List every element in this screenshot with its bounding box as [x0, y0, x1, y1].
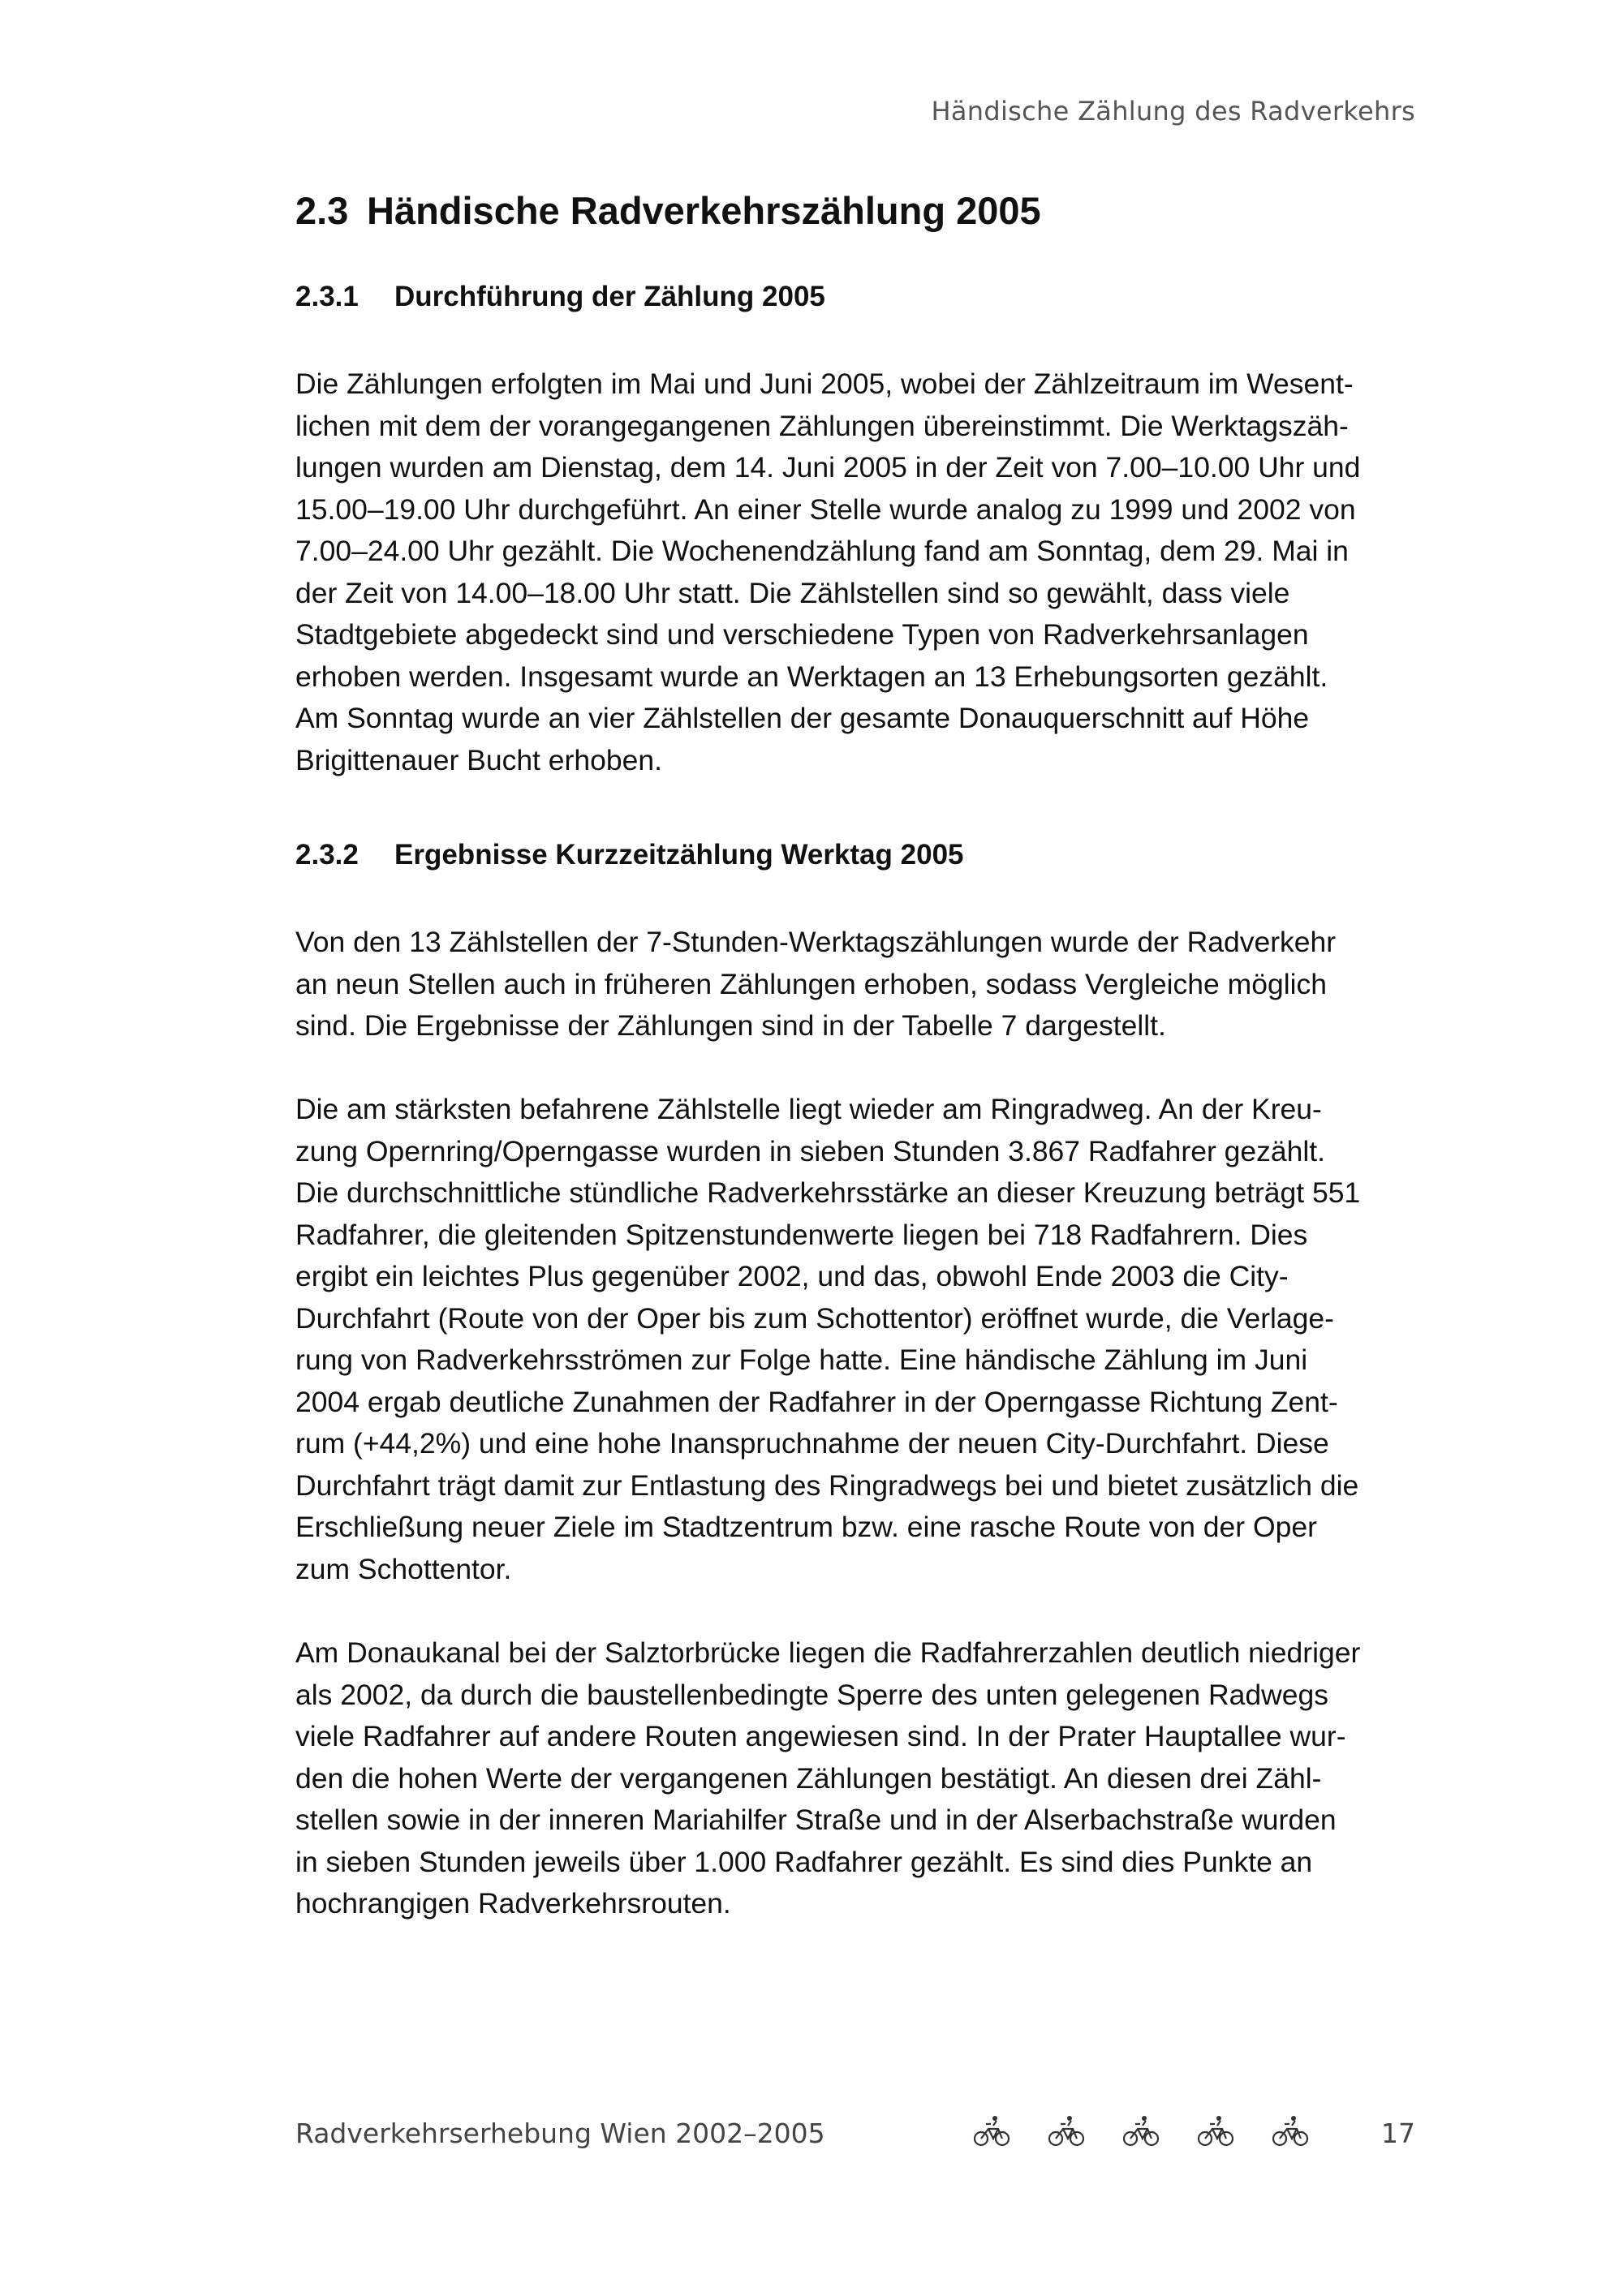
text-line: Von den 13 Zählstellen der 7-Stunden-Werktagszählungen wurde der Radverkehr — [295, 926, 1337, 958]
text-line: Am Sonntag wurde an vier Zählstellen der gesamte Donauquerschnitt auf Höhe — [295, 702, 1310, 734]
bicycle-icon — [1196, 2114, 1235, 2148]
subsection-heading-1 — [295, 281, 825, 313]
text-line: 2004 ergab deutliche Zunahmen der Radfahrer in der Operngasse Richtung Zent- — [295, 1385, 1338, 1418]
page-number: 17 — [1381, 2118, 1415, 2149]
subsection-title: Durchführung der Zählung 2005 — [394, 281, 825, 312]
text-line: 15.00–19.00 Uhr durchgeführt. An einer Stelle wurde analog zu 1999 und 2002 von — [295, 492, 1356, 526]
section-heading — [295, 188, 1041, 233]
text-line: den die hohen Werte der vergangenen Zählungen bestätigt. An diesen drei Zähl- — [295, 1761, 1322, 1795]
text-line: an neun Stellen auch in früheren Zählungen erhoben, sodass Vergleiche möglich — [295, 967, 1327, 1000]
text-line: lichen mit dem der vorangegangenen Zählungen übereinstimmt. Die Werktagszäh- — [295, 409, 1349, 442]
text-line: lungen wurden am Dienstag, dem 14. Juni 2005 in der Zeit von 7.00–10.00 Uhr und — [295, 451, 1361, 484]
text-line: in sieben Stunden jeweils über 1.000 Radfahrer gezählt. Es sind dies Punkte an — [295, 1845, 1313, 1878]
footer-bicycle-row — [972, 2114, 1313, 2155]
text-line: als 2002, da durch die baustellenbedingte Sperre des unten gelegenen Radwegs — [295, 1678, 1329, 1711]
subsection-number: 2.3.2 — [295, 839, 359, 871]
text-line: zum Schottentor. — [295, 1552, 512, 1585]
text-line: stellen sowie in der inneren Mariahilfer Straße und in der Alserbachstraße wurden — [295, 1804, 1337, 1836]
text-line: erhoben werden. Insgesamt wurde an Werktagen an 13 Erhebungsorten gezählt. — [295, 660, 1328, 693]
bicycle-icon — [1047, 2114, 1086, 2148]
text-line: Durchfahrt trägt damit zur Entlastung des Ringradwegs bei und bietet zusätzlich die — [295, 1468, 1359, 1502]
footer-title: Radverkehrserhebung Wien 2002–2005 — [295, 2118, 825, 2149]
bicycle-icon — [972, 2114, 1011, 2148]
text-line: ergibt ein leichtes Plus gegenüber 2002, und das, obwohl Ende 2003 die City- — [295, 1260, 1289, 1292]
paragraph-1 — [295, 363, 1431, 781]
text-line: 7.00–24.00 Uhr gezählt. Die Wochenendzählung fand am Sonntag, dem 29. Mai in — [295, 535, 1349, 567]
text-line: rum (+44,2%) und eine hohe Inanspruchnahme der neuen City-Durchfahrt. Diese — [295, 1427, 1329, 1460]
running-header: Händische Zählung des Radverkehrs — [931, 96, 1415, 127]
text-line: Am Donaukanal bei der Salztorbrücke liegen die Radfahrerzahlen deutlich niedriger — [295, 1636, 1361, 1669]
text-line: hochrangigen Radverkehrsrouten. — [295, 1887, 731, 1920]
paragraph-2 — [295, 922, 1431, 1047]
paragraph-4 — [295, 1632, 1431, 1925]
text-line: rung von Radverkehrsströmen zur Folge hatte. Eine händische Zählung im Juni — [295, 1344, 1308, 1376]
subsection-number: 2.3.1 — [295, 281, 359, 312]
section-number: 2.3 — [295, 189, 349, 232]
subsection-heading-2 — [295, 839, 964, 871]
text-line: Erschließung neuer Ziele im Stadtzentrum bzw. eine rasche Route von der Oper — [295, 1511, 1317, 1543]
text-line: zung Opernring/Operngasse wurden in sieben Stunden 3.867 Radfahrer gezählt. — [295, 1134, 1325, 1167]
subsection-title: Ergebnisse Kurzzeitzählung Werktag 2005 — [394, 839, 964, 871]
text-line: Die am stärksten befahrene Zählstelle liegt wieder am Ringradweg. An der Kreu- — [295, 1093, 1322, 1125]
bicycle-icon — [1121, 2114, 1160, 2148]
text-line: der Zeit von 14.00–18.00 Uhr statt. Die Zählstellen sind so gewählt, dass viele — [295, 576, 1290, 609]
text-line: Radfahrer, die gleitenden Spitzenstundenwerte liegen bei 718 Radfahrern. Dies — [295, 1218, 1308, 1251]
text-line: viele Radfahrer auf andere Routen angewiesen sind. In der Prater Hauptallee wur- — [295, 1720, 1346, 1752]
text-line: Die durchschnittliche stündliche Radverkehrsstärke an dieser Kreuzung beträgt 551 — [295, 1176, 1361, 1209]
bicycle-icon — [1271, 2114, 1310, 2148]
text-line: Stadtgebiete abgedeckt sind und verschiedene Typen von Radverkehrsanlagen — [295, 618, 1309, 651]
text-line: sind. Die Ergebnisse der Zählungen sind in der Tabelle 7 dargestellt. — [295, 1009, 1166, 1042]
text-line: Brigittenauer Bucht erhoben. — [295, 743, 662, 776]
section-title: Händische Radverkehrszählung 2005 — [367, 189, 1041, 232]
text-line: Die Zählungen erfolgten im Mai und Juni 2005, wobei der Zählzeitraum im Wesent- — [295, 368, 1354, 400]
text-line: Durchfahrt (Route von der Oper bis zum Schottentor) eröffnet wurde, die Verlage- — [295, 1301, 1334, 1335]
paragraph-3 — [295, 1089, 1431, 1590]
